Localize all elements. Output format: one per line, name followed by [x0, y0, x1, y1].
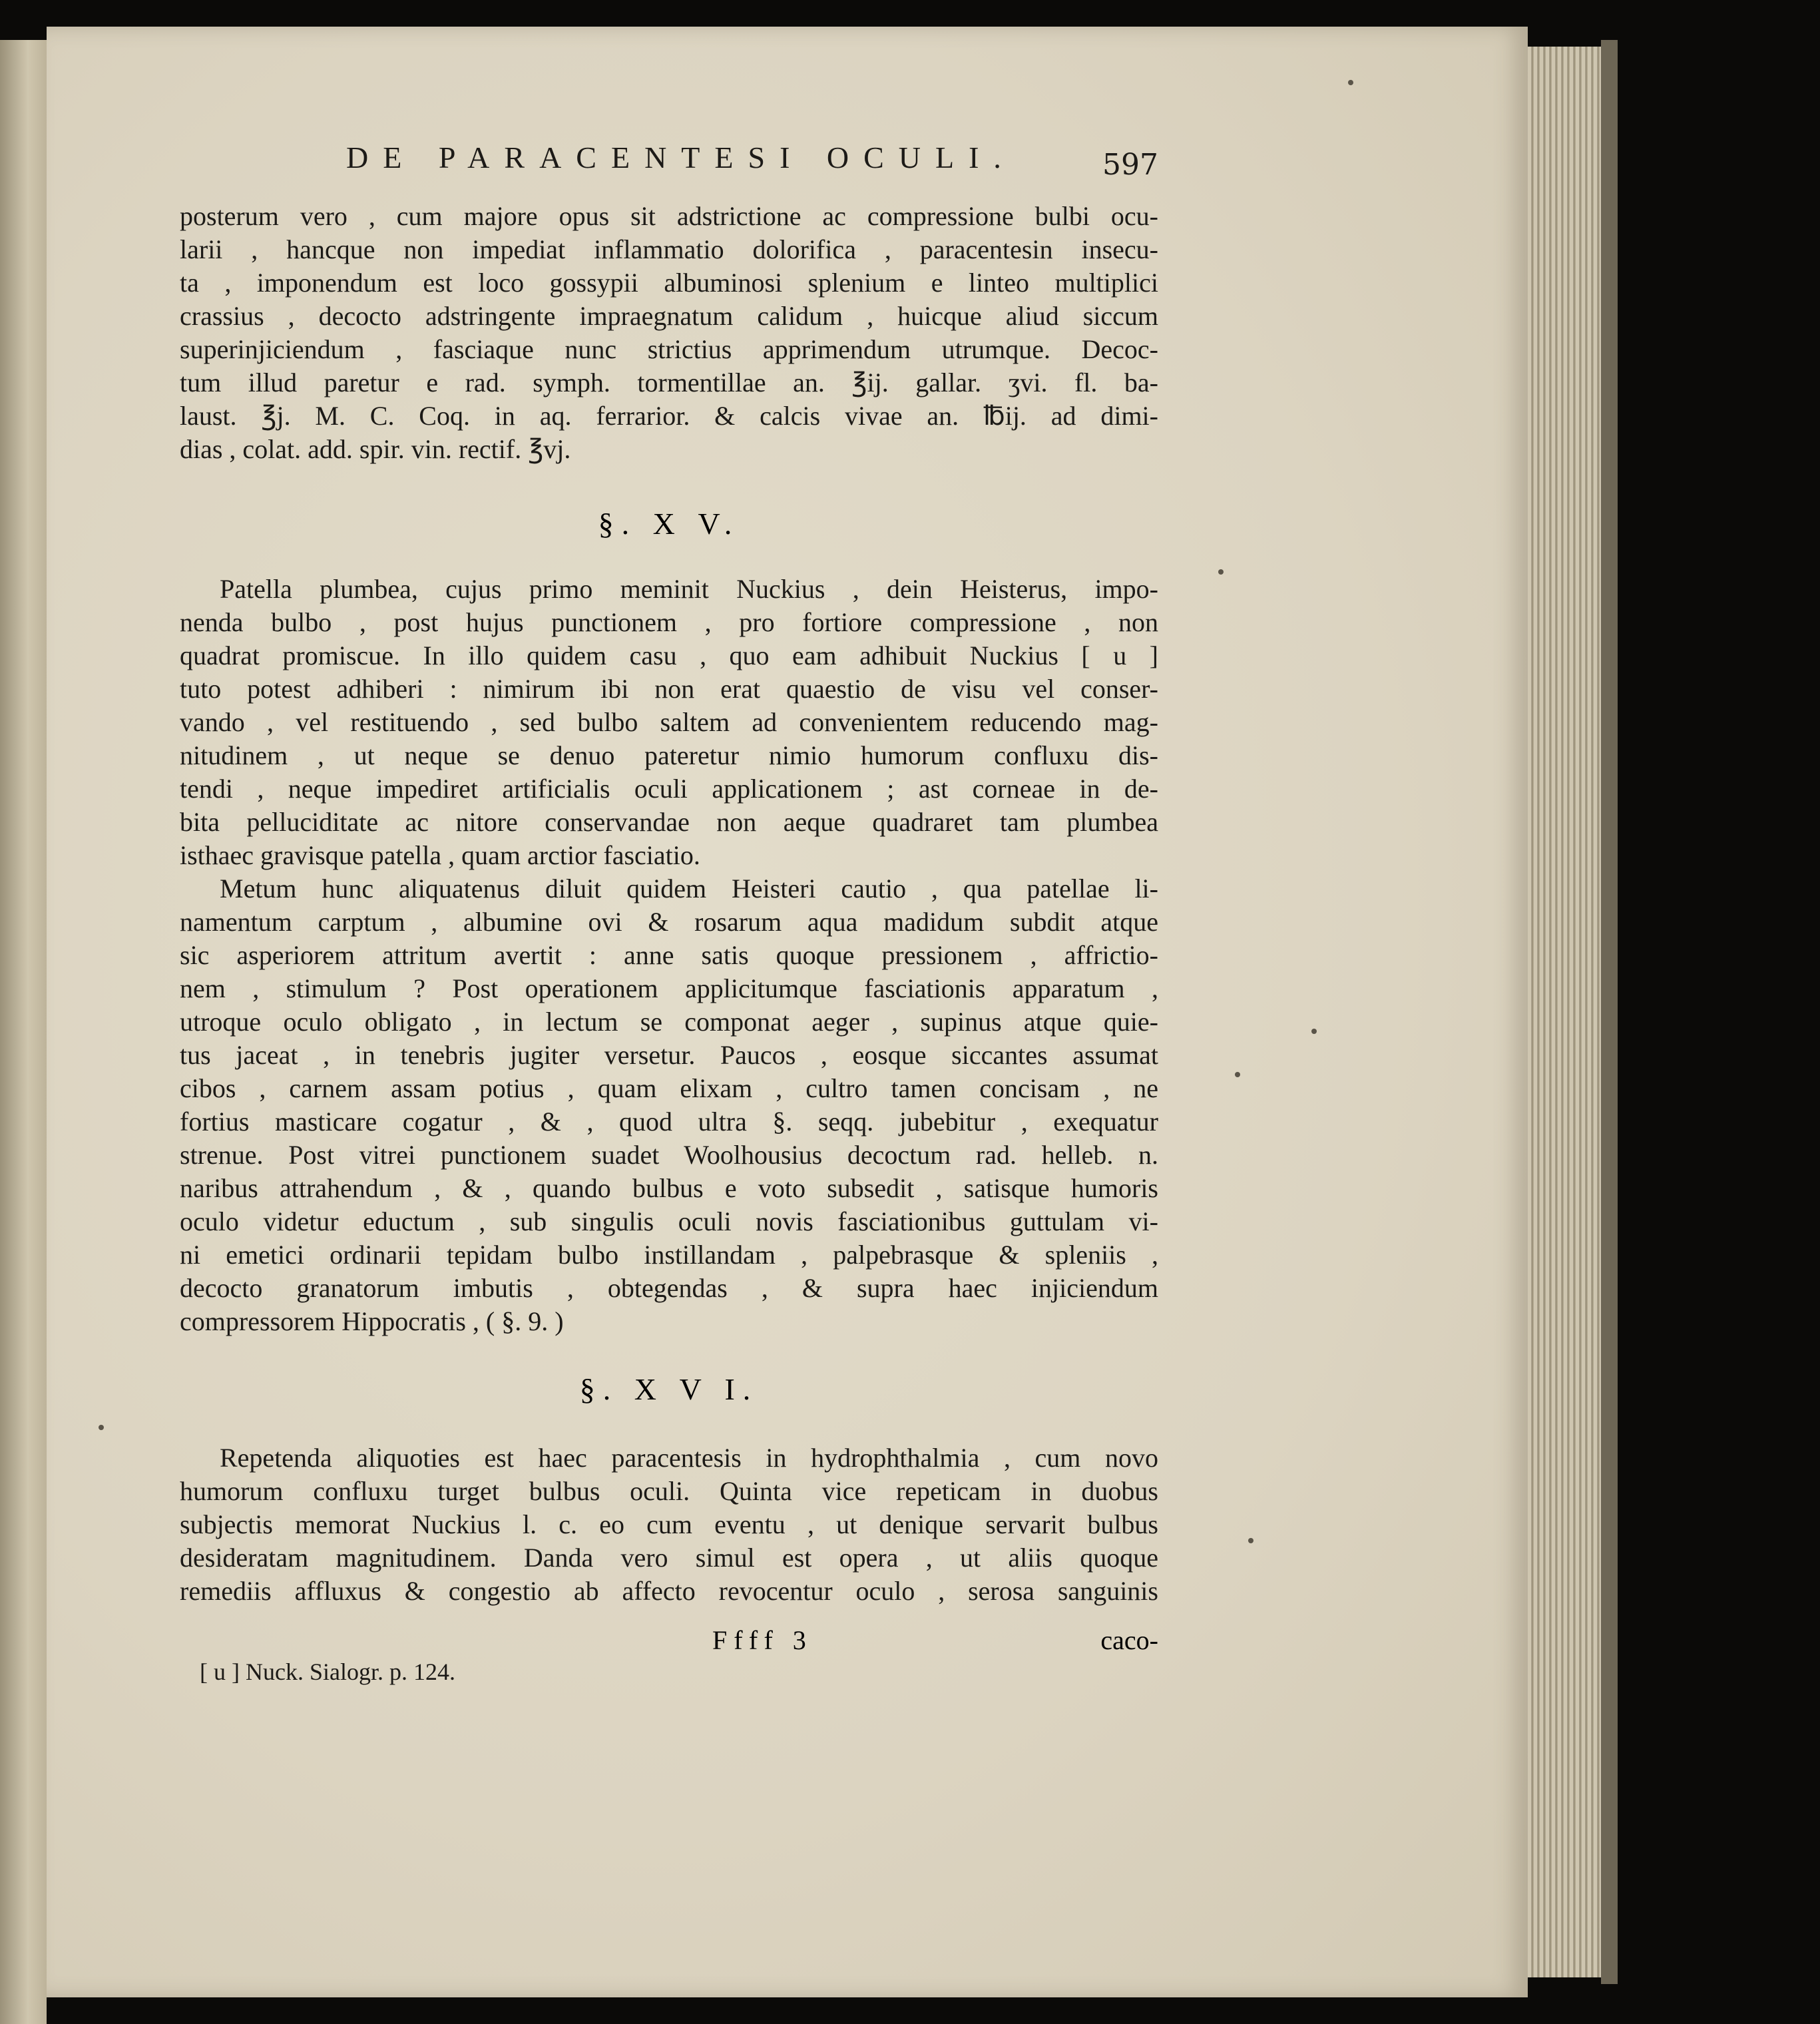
- text-line: nem , stimulum ? Post operationem applicitumque fasciationis apparatum ,: [180, 973, 1158, 1003]
- text-line: cibos , carnem assam potius , quam elixam , cultro tamen concisam , ne: [180, 1073, 1158, 1103]
- text-line: desideratam magnitudinem. Danda vero simul est opera , ut aliis quoque: [180, 1543, 1158, 1573]
- text-line: sic asperiorem attritum avertit : anne satis quoque pressionem , affrictio-: [180, 940, 1158, 970]
- text-line: crassius , decocto adstringente impraegnatum calidum , huicque aliud siccum: [180, 301, 1158, 331]
- text-line: larii , hancque non impediat inflammatio dolorifica , paracentesin insecu-: [180, 234, 1158, 264]
- text-line: posterum vero , cum majore opus sit adstrictione ac compressione bulbi ocu-: [180, 201, 1158, 231]
- section-heading-15: §. X V.: [598, 507, 740, 541]
- text-line: tuto potest adhiberi : nimirum ibi non erat quaestio de visu vel conser-: [180, 674, 1158, 704]
- text-line: subjectis memorat Nuckius l. c. eo cum eventu , ut denique servarit bulbus: [180, 1509, 1158, 1539]
- text-line: nenda bulbo , post hujus punctionem , pro fortiore compressione , non: [180, 607, 1158, 637]
- running-head: [180, 140, 1158, 186]
- text-line: tus jaceat , in tenebris jugiter versetur. Paucos , eosque siccantes assumat: [180, 1040, 1158, 1070]
- text-line: fortius masticare cogatur , & , quod ultra §. seqq. jubebitur , exequatur: [180, 1107, 1158, 1137]
- signature-row: [180, 1625, 1158, 1658]
- text-line: oculo videtur eductum , sub singulis oculi novis fasciationibus guttulam vi-: [180, 1206, 1158, 1236]
- text-line: nitudinem , ut neque se denuo pateretur nimio humorum confluxu dis-: [180, 740, 1158, 770]
- page-block-edges: [1528, 47, 1601, 1977]
- text-line: ta , imponendum est loco gossypii albuminosi splenium e linteo multiplici: [180, 268, 1158, 298]
- text-line: ni emetici ordinarii tepidam bulbo instillandam , palpebrasque & spleniis ,: [180, 1240, 1158, 1270]
- text-line: humorum confluxu turget bulbus oculi. Quinta vice repeticam in duobus: [180, 1476, 1158, 1506]
- page-number: 597: [1102, 148, 1158, 182]
- text-line: utroque oculo obligato , in lectum se componat aeger , supinus atque quie-: [180, 1007, 1158, 1037]
- text-line: Patella plumbea, cujus primo meminit Nuckius , dein Heisterus, impo-: [220, 574, 1158, 604]
- text-line: dias , colat. add. spir. vin. rectif. ℥vj.: [180, 434, 571, 464]
- paper-speck: [99, 1425, 104, 1430]
- footnote: [ u ] Nuck. Sialogr. p. 124.: [200, 1658, 455, 1685]
- text-line: Metum hunc aliquatenus diluit quidem Heisteri cautio , qua patellae li-: [220, 874, 1158, 903]
- paper-speck: [1311, 1029, 1317, 1034]
- text-line: decocto granatorum imbutis , obtegendas , & supra haec injiciendum: [180, 1273, 1158, 1303]
- signature-mark: Ffff 3: [712, 1625, 813, 1655]
- text-line: isthaec gravisque patella , quam arctior fasciatio.: [180, 840, 700, 870]
- text-line: tum illud paretur e rad. symph. tormentillae an. ℥ij. gallar. ʒvi. fl. ba-: [180, 368, 1158, 397]
- book-board-edge: [1601, 40, 1618, 1984]
- text-line: remediis affluxus & congestio ab affecto revocentur oculo , serosa sanguinis: [180, 1576, 1158, 1606]
- text-line: compressorem Hippocratis , ( §. 9. ): [180, 1306, 564, 1336]
- section-heading-16: §. X V I.: [579, 1372, 759, 1406]
- facing-page-edge: [0, 40, 47, 2024]
- catchword: caco-: [1100, 1625, 1158, 1655]
- text-line: strenue. Post vitrei punctionem suadet Woolhousius decoctum rad. helleb. n.: [180, 1140, 1158, 1170]
- text-line: namentum carptum , albumine ovi & rosarum aqua madidum subdit atque: [180, 907, 1158, 937]
- text-line: Repetenda aliquoties est haec paracentesis in hydrophthalmia , cum novo: [220, 1443, 1158, 1473]
- text-line: quadrat promiscue. In illo quidem casu , quo eam adhibuit Nuckius [ u ]: [180, 640, 1158, 670]
- paper-speck: [1348, 80, 1353, 85]
- running-title: DE PARACENTESI OCULI.: [346, 140, 1016, 174]
- paper-speck: [1248, 1538, 1253, 1543]
- text-line: vando , vel restituendo , sed bulbo saltem ad convenientem reducendo mag-: [180, 707, 1158, 737]
- text-line: laust. ℥j. M. C. Coq. in aq. ferrarior. & calcis vivae an. ℔ij. ad dimi-: [180, 401, 1158, 431]
- paper-speck: [1235, 1072, 1240, 1077]
- text-line: tendi , neque impediret artificialis oculi applicationem ; ast corneae in de-: [180, 774, 1158, 804]
- paper-speck: [1218, 569, 1224, 575]
- text-line: naribus attrahendum , & , quando bulbus e voto subsedit , satisque humoris: [180, 1173, 1158, 1203]
- text-line: bita pelluciditate ac nitore conservandae non aeque quadraret tam plumbea: [180, 807, 1158, 837]
- text-line: superinjiciendum , fasciaque nunc strictius apprimendum utrumque. Decoc-: [180, 334, 1158, 364]
